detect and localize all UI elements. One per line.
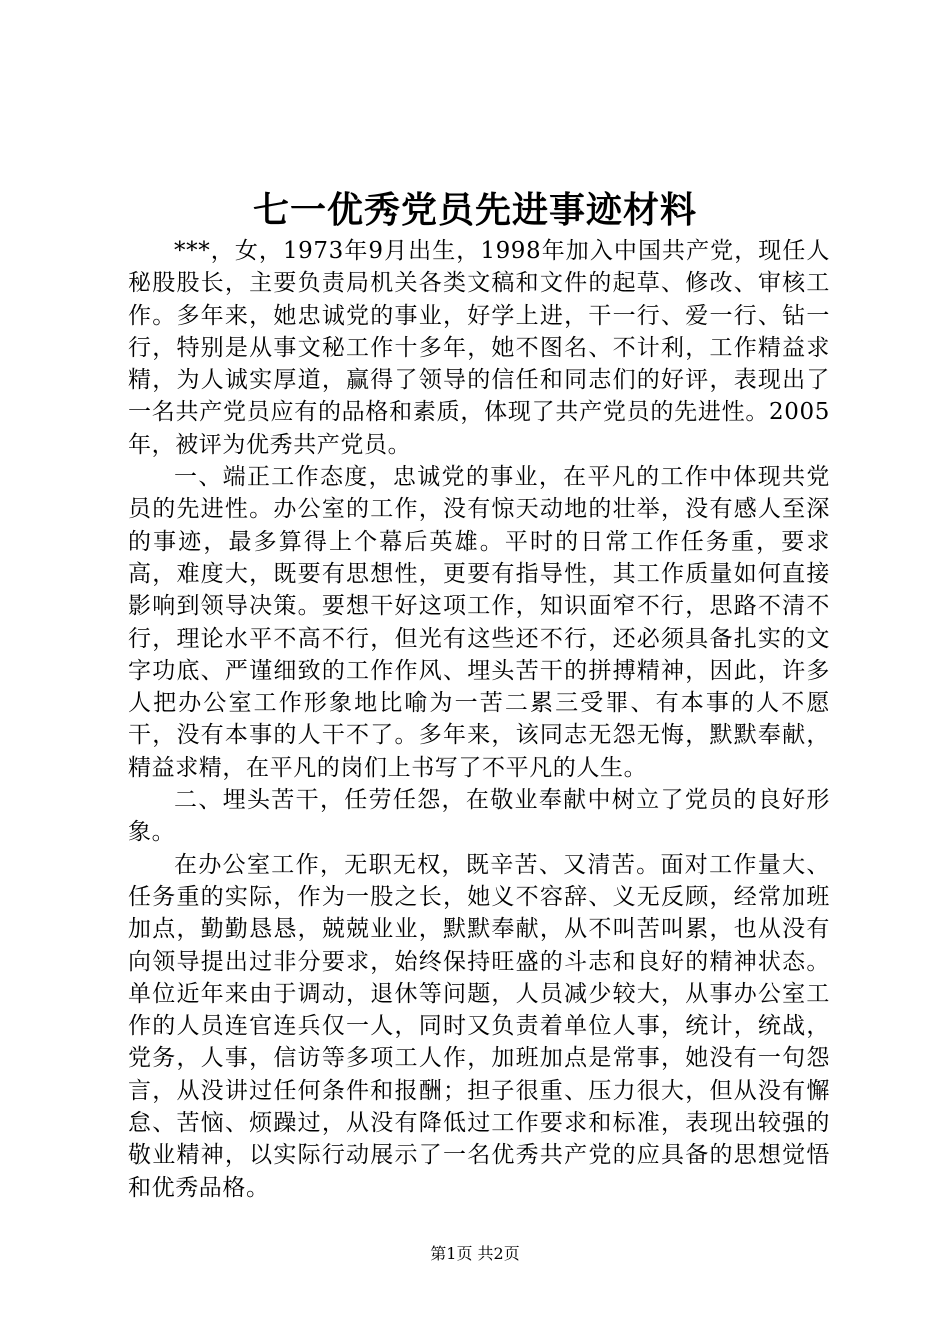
paragraph-section-one: 一、端正工作态度，忠诚党的事业，在平凡的工作中体现共党员的先进性。办公室的工作，没有惊天动地的壮举，没有感人至深的事迹，最多算得上个幕后英雄。平时的日常工作任务重，要求高，难度大，既要有思想性，更要有指导性，其工作质量如何直接影响到领导决策。要想干好这项工作，知识面窄不行，思路不清不行，理论水平不高不行，但光有这些还不行，还必须具备扎实的文字功底、严谨细致的工作作风、埋头苦干的拼搏精神，因此，许多人把办公室工作形象地比喻为一苦二累三受罪、有本事的人不愿干，没有本事的人干不了。多年来，该同志无怨无悔，默默奉献，精益求精，在平凡的岗们上书写了不平凡的人生。: [128, 464, 830, 781]
page-footer: 第1页 共2页: [430, 1244, 520, 1263]
document-body: [128, 235, 830, 1204]
paragraph-section-two-heading: 二、埋头苦干，任劳任怨，在敬业奉献中树立了党员的良好形象。: [128, 787, 830, 846]
paragraph-intro: ***，女，1973年9月出生，1998年加入中国共产党，现任人秘股股长，主要负责局机关各类文稿和文件的起草、修改、审核工作。多年来，她忠诚党的事业，好学上进，干一行、爱一行、钻一行，特别是从事文秘工作十多年，她不图名、不计利，工作精益求精，为人诚实厚道，赢得了领导的信任和同志们的好评，表现出了一名共产党员应有的品格和素质，体现了共产党员的先进性。2005年，被评为优秀共产党员。: [128, 238, 830, 458]
paragraph-section-two-body: 在办公室工作，无职无权，既辛苦、又清苦。面对工作量大、任务重的实际，作为一股之长，她义不容辞、义无反顾，经常加班加点，勤勤恳恳，兢兢业业，默默奉献，从不叫苦叫累，也从没有向领导提出过非分要求，始终保持旺盛的斗志和良好的精神状态。单位近年来由于调动，退休等问题，人员减少较大，从事办公室工作的人员连官连兵仅一人，同时又负责着单位人事，统计，统战，党务，人事，信访等多项工人作，加班加点是常事，她没有一句怨言，从没讲过任何条件和报酬；担子很重、压力很大，但从没有懈怠、苦恼、烦躁过，从没有降低过工作要求和标准，表现出较强的敬业精神，以实际行动展示了一名优秀共产党的应具备的思想觉悟和优秀品格。: [128, 851, 830, 1201]
document-title: 七一优秀党员先进事迹材料: [252, 189, 697, 231]
